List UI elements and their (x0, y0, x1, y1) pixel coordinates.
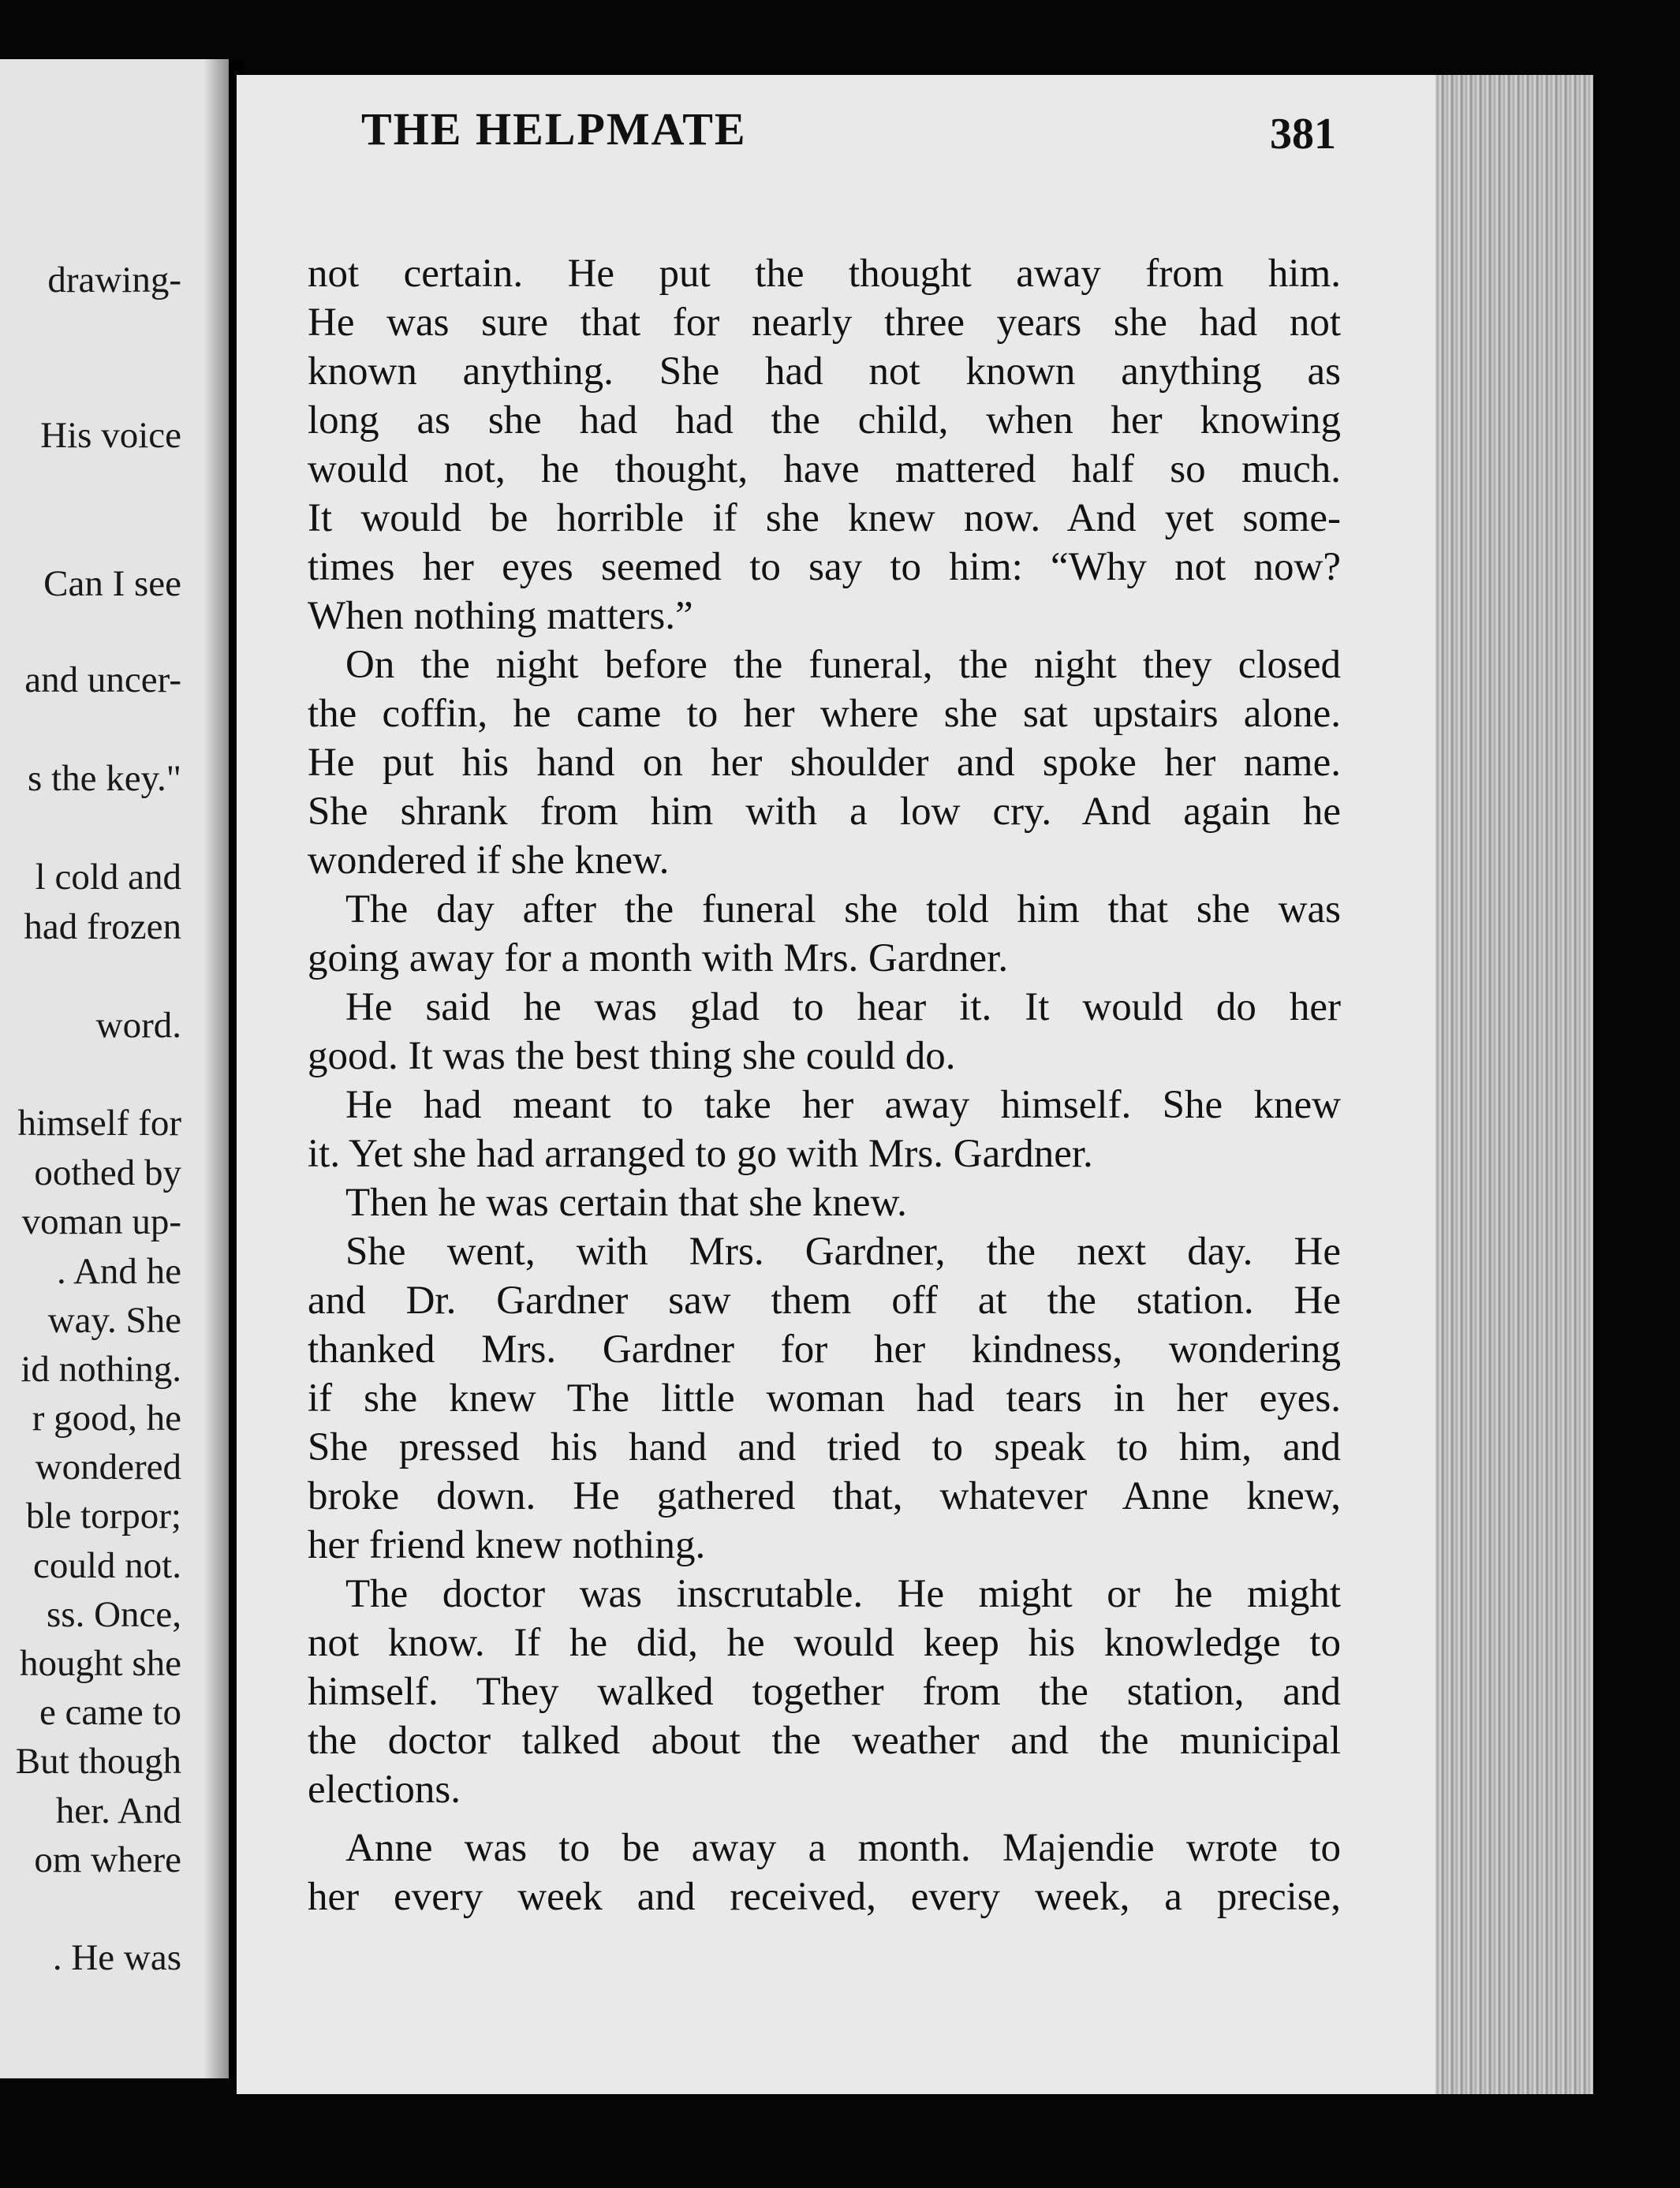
text-line: good. It was the best thing she could do. (308, 1034, 956, 1078)
left-fragment: oothed by (34, 1152, 181, 1193)
left-fragment: word. (95, 1005, 181, 1046)
left-fragment: r good, he (32, 1398, 181, 1439)
text-line: and Dr. Gardner saw them off at the station. He (308, 1279, 1341, 1323)
page-edge (1435, 75, 1593, 2094)
text-line: She pressed his hand and tried to speak to him, and (308, 1425, 1341, 1469)
left-fragment: . He was (52, 1937, 181, 1978)
left-fragment: and uncer- (24, 659, 181, 700)
text-line: would not, he thought, have mattered half so much. (308, 447, 1341, 491)
text-line: It would be horrible if she knew now. And yet some- (308, 496, 1341, 540)
left-fragment: her. And (55, 1790, 181, 1831)
left-fragment: drawing- (47, 259, 181, 301)
left-fragment: ble torpor; (25, 1495, 181, 1536)
left-fragment: om where (34, 1839, 181, 1880)
left-fragment: himself for (17, 1103, 181, 1144)
text-line: She shrank from him with a low cry. And again he (308, 790, 1341, 834)
text-line: He was sure that for nearly three years she had not (308, 301, 1341, 345)
text-line: When nothing matters.” (308, 594, 693, 638)
text-line: the coffin, he came to her where she sat upstairs alone. (308, 692, 1341, 736)
text-line: not know. If he did, he would keep his knowledge to (308, 1621, 1341, 1665)
text-line: not certain. He put the thought away from him. (308, 252, 1341, 296)
text-line: The doctor was inscrutable. He might or he might (345, 1572, 1341, 1616)
left-fragment: But though (15, 1741, 181, 1782)
text-line: Then he was certain that she knew. (345, 1181, 907, 1225)
text-line: The day after the funeral she told him that she was (345, 887, 1341, 932)
text-line: wondered if she knew. (308, 838, 670, 883)
text-line: He said he was glad to hear it. It would do her (345, 985, 1341, 1029)
left-fragment: wondered (35, 1447, 181, 1488)
left-fragment: Can I see (43, 563, 181, 604)
running-head: THE HELPMATE (361, 103, 747, 155)
left-fragment: had frozen (24, 906, 181, 947)
text-line: if she knew The little woman had tears in her eyes. (308, 1376, 1341, 1421)
text-line: long as she had had the child, when her knowing (308, 398, 1341, 442)
text-line: going away for a month with Mrs. Gardner. (308, 936, 1009, 980)
text-line: the doctor talked about the weather and the municipal (308, 1719, 1341, 1763)
left-fragment: id nothing. (21, 1349, 181, 1390)
text-line: elections. (308, 1768, 461, 1812)
text-line: her every week and received, every week, a precise, (308, 1875, 1341, 1919)
page-number: 381 (1270, 110, 1336, 159)
left-fragment: . And he (57, 1251, 181, 1292)
text-line: She went, with Mrs. Gardner, the next day. He (345, 1230, 1341, 1274)
text-line: her friend knew nothing. (308, 1523, 706, 1567)
left-fragment: hought she (20, 1643, 181, 1684)
left-fragment: could not. (33, 1545, 181, 1586)
text-line: thanked Mrs. Gardner for her kindness, wondering (308, 1327, 1341, 1372)
text-line: known anything. She had not known anything as (308, 349, 1341, 394)
text-line: times her eyes seemed to say to him: “Why not now? (308, 545, 1341, 589)
left-fragment: voman up- (21, 1201, 181, 1242)
text-line: broke down. He gathered that, whatever Anne knew, (308, 1474, 1341, 1518)
left-page (0, 59, 229, 2078)
text-line: On the night before the funeral, the night they closed (345, 643, 1341, 687)
left-fragment: ss. Once, (47, 1594, 181, 1635)
left-fragment: s the key." (28, 758, 181, 799)
text-line: He had meant to take her away himself. She knew (345, 1083, 1341, 1127)
text-line: himself. They walked together from the station, and (308, 1670, 1341, 1714)
text-line: it. Yet she had arranged to go with Mrs. Gardner. (308, 1132, 1093, 1176)
left-fragment: l cold and (35, 857, 181, 898)
left-fragment: way. She (47, 1300, 181, 1341)
left-fragment: e came to (39, 1692, 181, 1733)
left-fragment: His voice (40, 415, 181, 456)
text-line: He put his hand on her shoulder and spoke her name. (308, 741, 1341, 785)
text-line: Anne was to be away a month. Majendie wrote to (345, 1826, 1341, 1870)
